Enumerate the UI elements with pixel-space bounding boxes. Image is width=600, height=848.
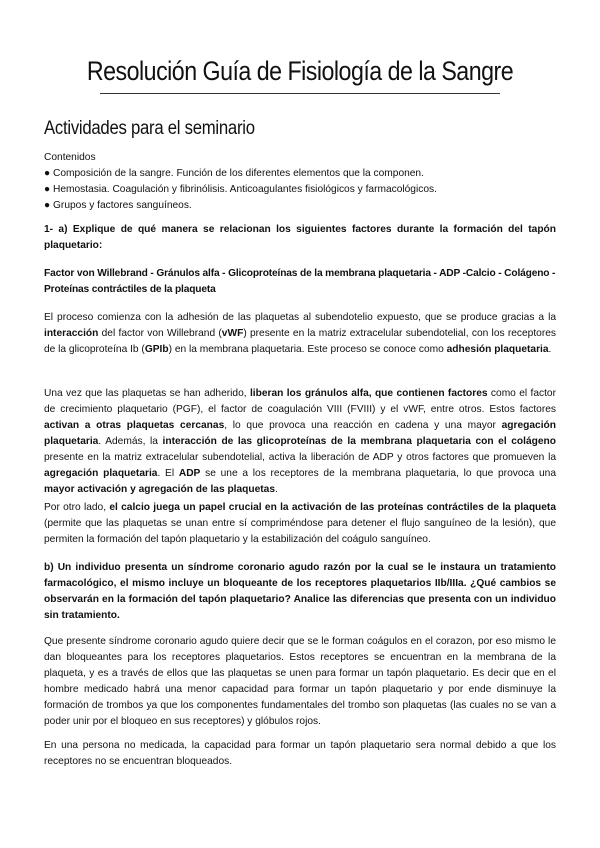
list-item	[44, 166, 556, 182]
bullet-icon: ●	[44, 200, 51, 211]
contents-block	[44, 150, 556, 214]
list-item	[44, 198, 556, 214]
question-1a: 1- a) Explique de qué manera se relacionan los siguientes factores durante la formación del tapón plaquetario:	[44, 224, 556, 251]
list-item-text: Hemostasia. Coagulación y fibrinólisis. Anticoagulantes fisiológicos y farmacológicos.	[53, 184, 437, 195]
page-title: Resolución Guía de Fisiología de la Sangre	[86, 56, 514, 86]
question-1b: b) Un individuo presenta un síndrome coronario agudo razón por la cual se le instaura un tratamiento farmacológico, el mismo incluye un bloqueante de los receptores plaquetarios IIb/IIIa. ¿Qué cambios se observarán en la formación del tapón plaquetario? Analice las diferencias que presenta con un individuo sin tratamiento.	[44, 562, 556, 621]
answer-1b-paragraph-1: Que presente síndrome coronario agudo quiere decir que se le forman coágulos en el corazon, por eso mismo le dan bloqueantes para los receptores plaquetarios. Estos receptores se encuentran en la membrana de la plaqueta, y es a través de ellos que las plaquetas se unen para formar un tapón plaquetario. Es decir que en el hombre medicado habrá una menor capacidad para formar un tapón plaquetario y por ende disminuye la formación de trombos ya que los componentes fundamentales del trombo son plaquetas (las cuales no se van a poder unir por el bloqueo en sus receptores) y glóbulos rojos.	[44, 636, 556, 727]
title-underline	[100, 93, 500, 94]
contents-list	[44, 166, 556, 214]
answer-1a-paragraph-3: Por otro lado, el calcio juega un papel crucial en la activación de las proteínas contráctiles de la plaqueta (permite que las plaquetas se unan entre sí compriméndose para detener el flujo sanguíneo de la lesión), que permiten la formación del tapón plaquetario y la estabilización del coágulo sanguíneo.	[44, 502, 556, 545]
contents-label: Contenidos	[44, 152, 96, 163]
list-item-text: Grupos y factores sanguíneos.	[53, 200, 192, 211]
list-item	[44, 182, 556, 198]
answer-1a-paragraph-1: El proceso comienza con la adhesión de las plaquetas al subendotelio expuesto, que se produce gracias a la interacción del factor von Willebrand (vWF) presente en la matriz extracelular subendotelial, con los receptores de la glicoproteína Ib (GPIb) en la membrana plaquetaria. Este proceso se conoce como adhesión plaquetaria.	[44, 312, 556, 355]
answer-1a-paragraph-2: Una vez que las plaquetas se han adherido, liberan los gránulos alfa, que contienen factores como el factor de crecimiento plaquetario (PGF), el factor de coagulación VIII (FVIII) y el vWF, entre otros. Estos factores activan a otras plaquetas cercanas, lo que provoca una reacción en cadena y una mayor agregación plaquetaria. Además, la interacción de las glicoproteínas de la membrana plaquetaria con el colágeno presente en la matriz extracelular subendotelial, activa la liberación de ADP y otros factores que promueven la agregación plaquetaria. El ADP se une a los receptores de la membrana plaquetaria, lo que provoca una mayor activación y agregación de las plaquetas.	[44, 388, 556, 495]
bullet-icon: ●	[44, 168, 51, 179]
section-heading: Actividades para el seminario	[44, 118, 255, 139]
bullet-icon: ●	[44, 184, 51, 195]
list-item-text: Composición de la sangre. Función de los diferentes elementos que la componen.	[53, 168, 424, 179]
answer-1b-paragraph-2: En una persona no medicada, la capacidad para formar un tapón plaquetario sera normal debido a que los receptores no se encuentran bloqueados.	[44, 740, 556, 767]
question-1a-factors: Factor von Willebrand - Gránulos alfa - Glicoproteínas de la membrana plaquetaria - ADP -Calcio - Colágeno - Proteínas contráctiles de la plaqueta	[44, 268, 556, 295]
